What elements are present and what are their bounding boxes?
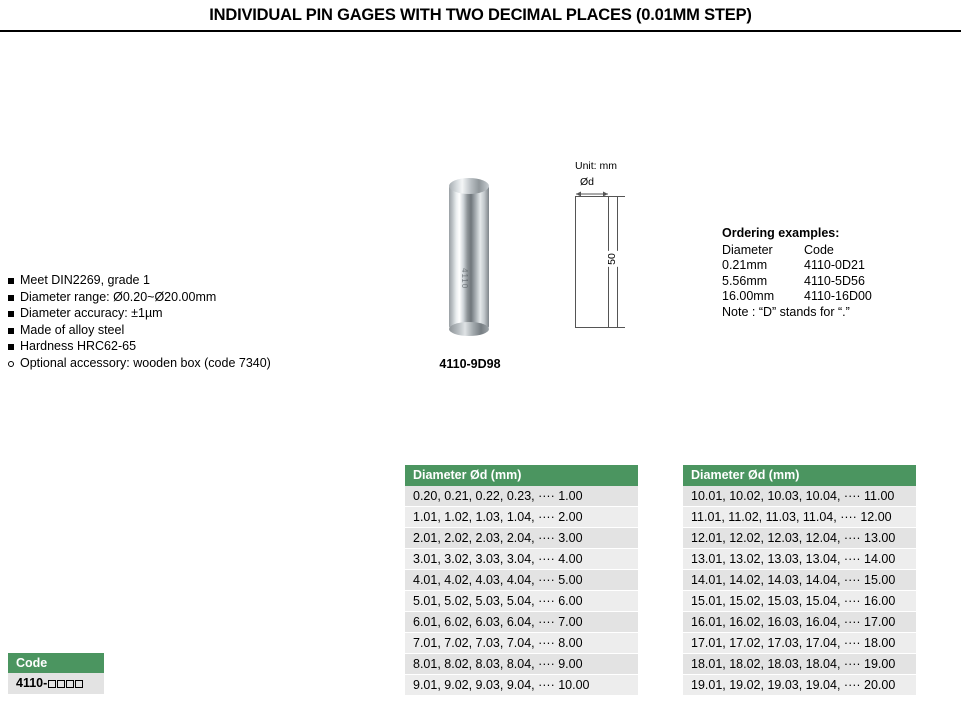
square-bullet-icon <box>8 311 14 317</box>
pin-bottom-face <box>449 322 489 336</box>
table-row: 5.01, 5.02, 5.03, 5.04, ···· 6.00 <box>405 591 638 612</box>
table-row: 3.01, 3.02, 3.03, 3.04, ···· 4.00 <box>405 549 638 570</box>
square-bullet-icon <box>8 344 14 350</box>
table-row: 16.01, 16.02, 16.03, 16.04, ···· 17.00 <box>683 612 916 633</box>
code-box <box>8 653 104 694</box>
title-divider <box>0 30 961 32</box>
table-header: Diameter Ød (mm) <box>683 465 916 486</box>
product-code-caption: 4110-9D98 <box>439 357 501 371</box>
table-row: 17.01, 17.02, 17.03, 17.04, ···· 18.00 <box>683 633 916 654</box>
feature-text: Diameter range: Ø0.20~Ø20.00mm <box>20 289 217 304</box>
ordering-code: 4110-0D21 <box>804 258 865 272</box>
table-row: 15.01, 15.02, 15.03, 15.04, ···· 16.00 <box>683 591 916 612</box>
table-row: 4.01, 4.02, 4.03, 4.04, ···· 5.00 <box>405 570 638 591</box>
table-row: 11.01, 11.02, 11.03, 11.04, ···· 12.00 <box>683 507 916 528</box>
list-item <box>8 273 338 289</box>
pin-gage-image <box>449 176 489 338</box>
feature-text: Made of alloy steel <box>20 322 125 337</box>
table-row: 10.01, 10.02, 10.03, 10.04, ···· 11.00 <box>683 486 916 507</box>
table-row: 14.01, 14.02, 14.03, 14.04, ···· 15.00 <box>683 570 916 591</box>
pin-top-face <box>449 178 489 194</box>
feature-text: Hardness HRC62-65 <box>20 339 137 353</box>
pin-etched-code: 4110 <box>460 268 469 290</box>
feature-list <box>8 273 338 372</box>
ordering-header-row <box>722 243 952 259</box>
feature-text: Diameter accuracy: ±1µm <box>20 306 163 320</box>
ordering-code: 4110-5D56 <box>804 273 865 288</box>
code-placeholder-box-icon <box>48 680 56 688</box>
code-placeholder-box-icon <box>75 680 83 688</box>
code-prefix: 4110- <box>16 676 48 690</box>
ordering-row <box>722 258 952 274</box>
table-row: 18.01, 18.02, 18.03, 18.04, ···· 19.00 <box>683 654 916 675</box>
diameter-table-right <box>683 465 916 696</box>
code-box-header: Code <box>8 653 104 673</box>
ordering-heading: Ordering examples: <box>722 226 840 240</box>
code-placeholder-box-icon <box>57 680 65 688</box>
page-title: INDIVIDUAL PIN GAGES WITH TWO DECIMAL PLACES (0.01MM STEP) <box>209 6 752 24</box>
ordering-col-diameter: Diameter <box>722 242 773 257</box>
table-row: 7.01, 7.02, 7.03, 7.04, ···· 8.00 <box>405 633 638 654</box>
ordering-examples <box>722 226 952 320</box>
diameter-table-left <box>405 465 638 696</box>
ordering-row <box>722 289 952 305</box>
ordering-code: 4110-16D00 <box>804 289 872 303</box>
ordering-row <box>722 274 952 290</box>
pin-body <box>449 186 489 328</box>
table-row: 6.01, 6.02, 6.03, 6.04, ···· 7.00 <box>405 612 638 633</box>
square-bullet-icon <box>8 328 14 334</box>
ordering-col-code: Code <box>804 242 834 257</box>
code-box-value <box>8 673 104 694</box>
table-row: 2.01, 2.02, 2.03, 2.04, ···· 3.00 <box>405 528 638 549</box>
table-row: 9.01, 9.02, 9.03, 9.04, ···· 10.00 <box>405 675 638 696</box>
ordering-diameter: 5.56mm <box>722 273 768 288</box>
feature-text: Meet DIN2269, grade 1 <box>20 273 150 287</box>
ordering-diameter: 16.00mm <box>722 289 775 303</box>
table-row: 13.01, 13.02, 13.03, 13.04, ···· 14.00 <box>683 549 916 570</box>
list-item <box>8 323 338 339</box>
table-row: 0.20, 0.21, 0.22, 0.23, ···· 1.00 <box>405 486 638 507</box>
table-row: 8.01, 8.02, 8.03, 8.04, ···· 9.00 <box>405 654 638 675</box>
feature-text: Optional accessory: wooden box (code 7340) <box>20 355 271 370</box>
list-item <box>8 356 338 372</box>
circle-bullet-icon <box>8 361 14 367</box>
ordering-note: Note : “D” stands for “.” <box>722 304 850 319</box>
list-item <box>8 339 338 355</box>
table-row: 19.01, 19.02, 19.03, 19.04, ···· 20.00 <box>683 675 916 696</box>
table-row: 1.01, 1.02, 1.03, 1.04, ···· 2.00 <box>405 507 638 528</box>
table-row: 12.01, 12.02, 12.03, 12.04, ···· 13.00 <box>683 528 916 549</box>
length-dimension-label: 50 <box>605 253 618 265</box>
diameter-symbol-label: Ød <box>580 176 595 188</box>
list-item <box>8 306 338 322</box>
unit-label: Unit: mm <box>575 160 617 172</box>
square-bullet-icon <box>8 295 14 301</box>
ordering-diameter: 0.21mm <box>722 258 768 272</box>
code-placeholder-box-icon <box>66 680 74 688</box>
table-header: Diameter Ød (mm) <box>405 465 638 486</box>
square-bullet-icon <box>8 278 14 284</box>
list-item <box>8 290 338 306</box>
